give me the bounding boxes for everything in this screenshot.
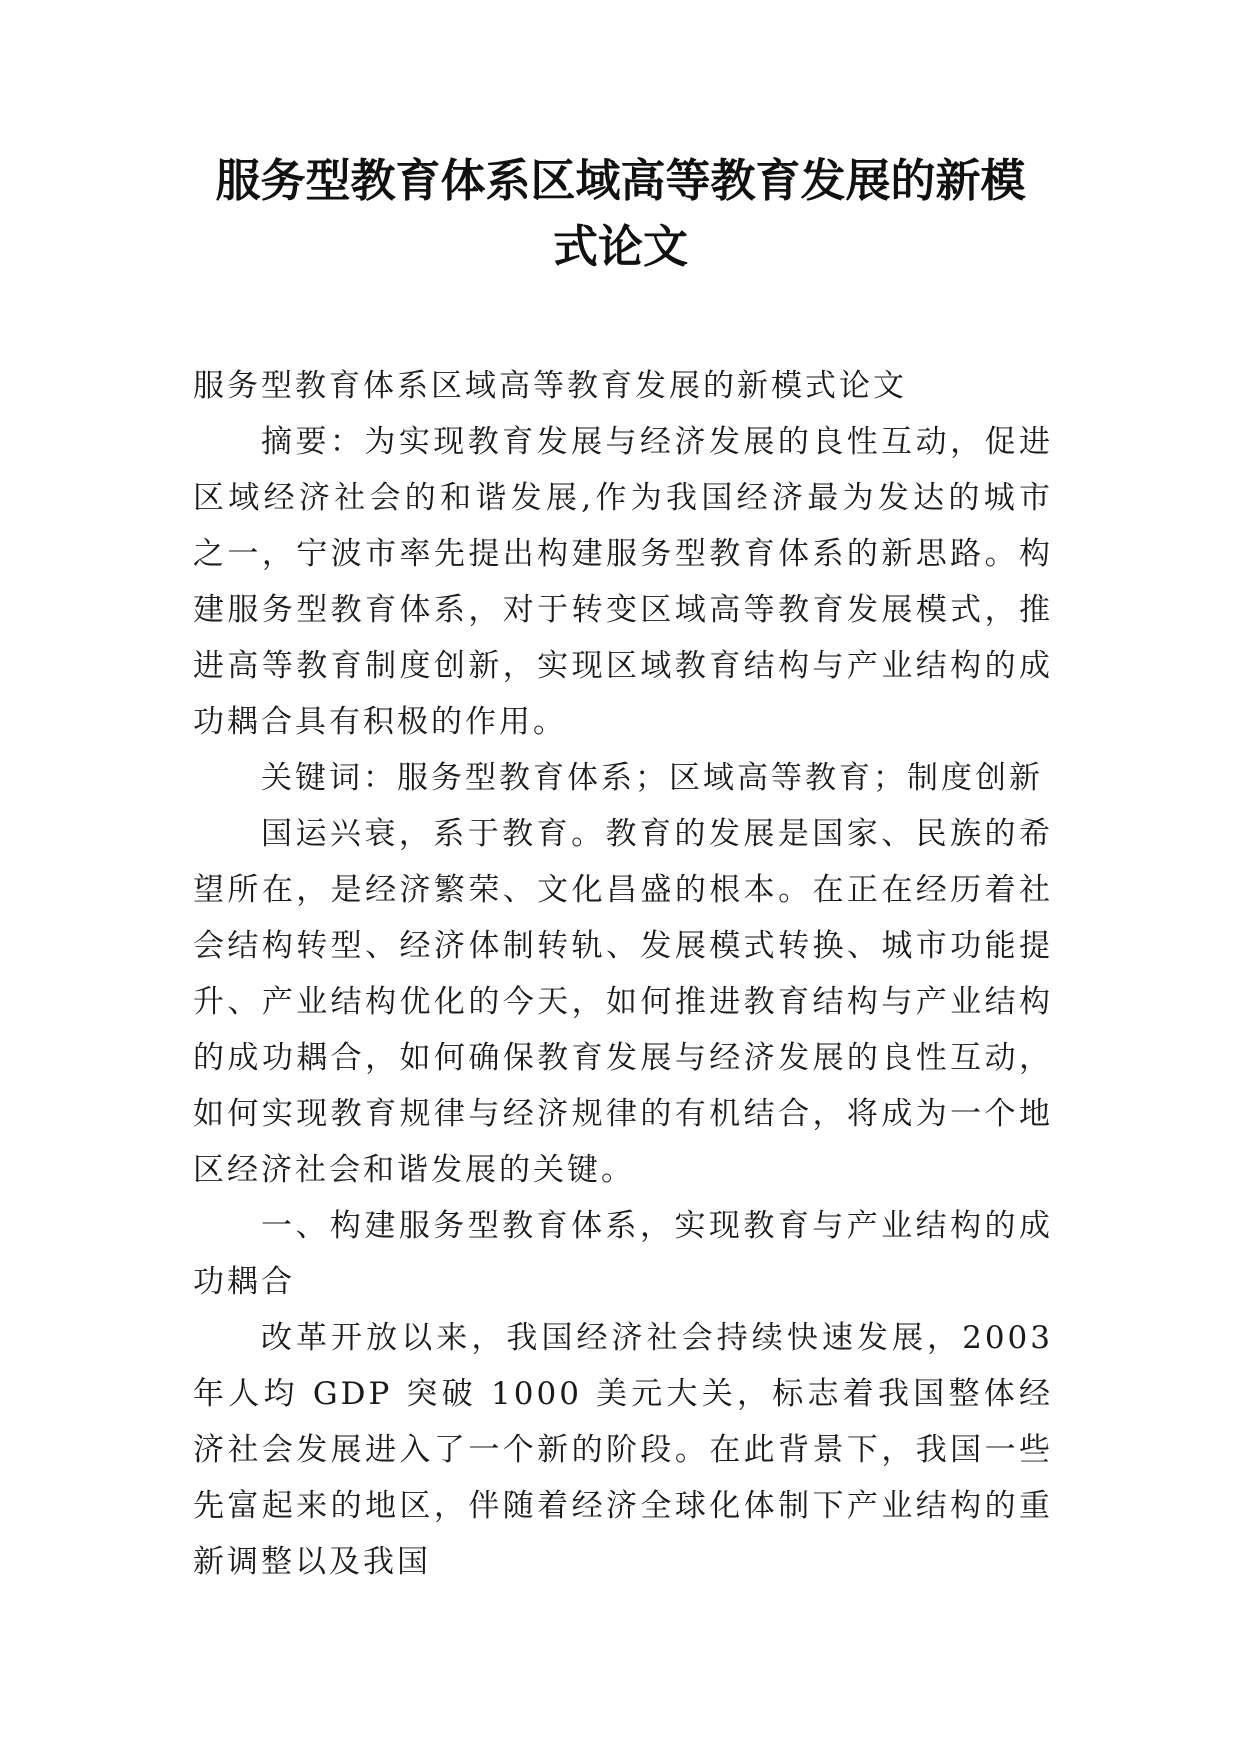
document-title-line-1: 服务型教育体系区域高等教育发展的新模 bbox=[215, 154, 1026, 207]
keywords-paragraph: 关键词：服务型教育体系；区域高等教育；制度创新 bbox=[261, 760, 1043, 796]
abstract-paragraph: 摘要：为实现教育发展与经济发展的良性互动，促进区域经济社会的和谐发展,作为我国经济最为发达的城市之一，宁波市率先提出构建服务型教育体系的新思路。构建服务型教育体系，对于转变区域高等教育发展模式，推进高等教育制度创新，实现区域教育结构与产业结构的成功耦合具有积极的作用。 bbox=[193, 424, 1053, 740]
document-title bbox=[150, 148, 1091, 280]
intro-paragraph: 国运兴衰，系于教育。教育的发展是国家、民族的希望所在，是经济繁荣、文化昌盛的根本。在正在经历着社会结构转型、经济体制转轨、发展模式转换、城市功能提升、产业结构优化的今天，如何推进教育结构与产业结构的成功耦合，如何确保教育发展与经济发展的良性互动，如何实现教育规律与经济规律的有机结合，将成为一个地区经济社会和谐发展的关键。 bbox=[193, 816, 1053, 1188]
section-heading-1: 一、构建服务型教育体系，实现教育与产业结构的成功耦合 bbox=[193, 1208, 1053, 1300]
document-body bbox=[193, 358, 1053, 1590]
document-title-line-2: 式论文 bbox=[552, 220, 688, 273]
paper-title-repeat: 服务型教育体系区域高等教育发展的新模式论文 bbox=[193, 368, 907, 404]
body-paragraph: 改革开放以来，我国经济社会持续快速发展，2003 年人均 GDP 突破 1000 美元大关，标志着我国整体经济社会发展进入了一个新的阶段。在此背景下，我国一些先富起来的地区，伴随着经济全球化体制下产业结构的重新调整以及我国 bbox=[193, 1320, 1053, 1580]
